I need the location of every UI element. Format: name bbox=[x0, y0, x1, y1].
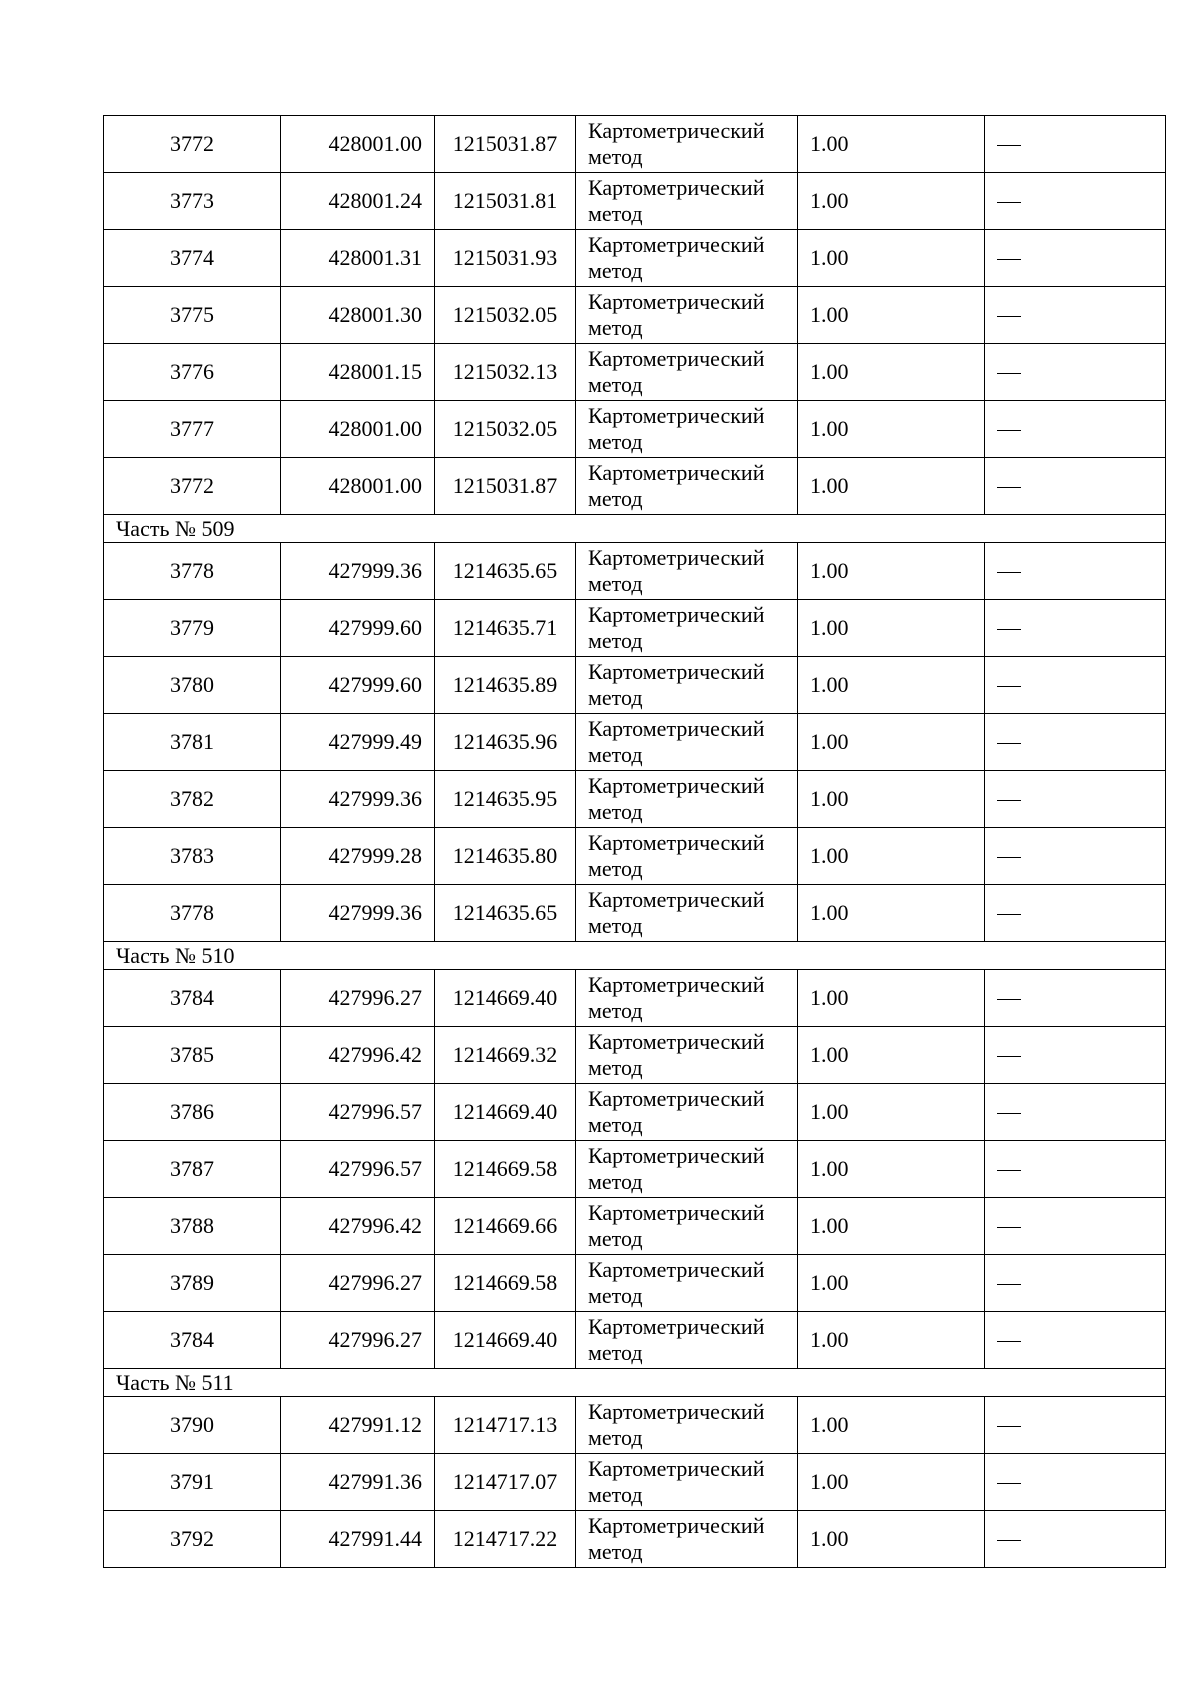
description-cell bbox=[985, 714, 1166, 771]
method-cell: Картометрический метод bbox=[576, 600, 798, 657]
y-coordinate-cell: 1214669.58 bbox=[435, 1141, 576, 1198]
accuracy-cell: 1.00 bbox=[798, 771, 985, 828]
table-row bbox=[104, 116, 1166, 173]
accuracy-cell: 1.00 bbox=[798, 885, 985, 942]
accuracy-cell: 1.00 bbox=[798, 543, 985, 600]
method-cell: Картометрический метод bbox=[576, 173, 798, 230]
method-cell: Картометрический метод bbox=[576, 714, 798, 771]
x-coordinate-cell: 428001.31 bbox=[281, 230, 435, 287]
method-cell: Картометрический метод bbox=[576, 970, 798, 1027]
table-row bbox=[104, 458, 1166, 515]
description-cell bbox=[985, 1084, 1166, 1141]
y-coordinate-cell: 1215031.93 bbox=[435, 230, 576, 287]
method-cell: Картометрический метод bbox=[576, 1454, 798, 1511]
em-dash-mark bbox=[997, 1113, 1021, 1114]
point-number-cell: 3791 bbox=[104, 1454, 281, 1511]
y-coordinate-cell: 1214669.40 bbox=[435, 1084, 576, 1141]
point-number-cell: 3772 bbox=[104, 116, 281, 173]
accuracy-cell: 1.00 bbox=[798, 116, 985, 173]
accuracy-cell: 1.00 bbox=[798, 600, 985, 657]
point-number-cell: 3789 bbox=[104, 1255, 281, 1312]
point-number-cell: 3784 bbox=[104, 1312, 281, 1369]
y-coordinate-cell: 1214635.96 bbox=[435, 714, 576, 771]
description-cell bbox=[985, 1312, 1166, 1369]
x-coordinate-cell: 427999.36 bbox=[281, 885, 435, 942]
accuracy-cell: 1.00 bbox=[798, 458, 985, 515]
description-cell bbox=[985, 401, 1166, 458]
point-number-cell: 3777 bbox=[104, 401, 281, 458]
x-coordinate-cell: 427999.36 bbox=[281, 771, 435, 828]
x-coordinate-cell: 427999.28 bbox=[281, 828, 435, 885]
description-cell bbox=[985, 287, 1166, 344]
accuracy-cell: 1.00 bbox=[798, 970, 985, 1027]
point-number-cell: 3776 bbox=[104, 344, 281, 401]
accuracy-cell: 1.00 bbox=[798, 1397, 985, 1454]
description-cell bbox=[985, 1141, 1166, 1198]
method-cell: Картометрический метод bbox=[576, 344, 798, 401]
method-cell: Картометрический метод bbox=[576, 828, 798, 885]
method-cell: Картометрический метод bbox=[576, 1312, 798, 1369]
table-row bbox=[104, 401, 1166, 458]
accuracy-cell: 1.00 bbox=[798, 287, 985, 344]
point-number-cell: 3790 bbox=[104, 1397, 281, 1454]
x-coordinate-cell: 428001.00 bbox=[281, 116, 435, 173]
x-coordinate-cell: 427991.44 bbox=[281, 1511, 435, 1568]
table-row bbox=[104, 287, 1166, 344]
em-dash-mark bbox=[997, 857, 1021, 858]
em-dash-mark bbox=[997, 914, 1021, 915]
em-dash-mark bbox=[997, 686, 1021, 687]
point-number-cell: 3785 bbox=[104, 1027, 281, 1084]
y-coordinate-cell: 1215031.81 bbox=[435, 173, 576, 230]
description-cell bbox=[985, 885, 1166, 942]
accuracy-cell: 1.00 bbox=[798, 714, 985, 771]
section-header-row bbox=[104, 515, 1166, 543]
method-cell: Картометрический метод bbox=[576, 1141, 798, 1198]
table-row bbox=[104, 885, 1166, 942]
table-body bbox=[104, 116, 1166, 1568]
table-row bbox=[104, 344, 1166, 401]
em-dash-mark bbox=[997, 1540, 1021, 1541]
accuracy-cell: 1.00 bbox=[798, 1255, 985, 1312]
description-cell bbox=[985, 970, 1166, 1027]
description-cell bbox=[985, 173, 1166, 230]
accuracy-cell: 1.00 bbox=[798, 1198, 985, 1255]
table-row bbox=[104, 1511, 1166, 1568]
point-number-cell: 3778 bbox=[104, 543, 281, 600]
accuracy-cell: 1.00 bbox=[798, 1027, 985, 1084]
description-cell bbox=[985, 771, 1166, 828]
y-coordinate-cell: 1214635.80 bbox=[435, 828, 576, 885]
em-dash-mark bbox=[997, 1227, 1021, 1228]
method-cell: Картометрический метод bbox=[576, 230, 798, 287]
x-coordinate-cell: 427996.27 bbox=[281, 1255, 435, 1312]
em-dash-mark bbox=[997, 1056, 1021, 1057]
em-dash-mark bbox=[997, 202, 1021, 203]
y-coordinate-cell: 1214717.22 bbox=[435, 1511, 576, 1568]
description-cell bbox=[985, 1027, 1166, 1084]
point-number-cell: 3778 bbox=[104, 885, 281, 942]
method-cell: Картометрический метод bbox=[576, 1255, 798, 1312]
point-number-cell: 3787 bbox=[104, 1141, 281, 1198]
em-dash-mark bbox=[997, 1426, 1021, 1427]
method-cell: Картометрический метод bbox=[576, 401, 798, 458]
accuracy-cell: 1.00 bbox=[798, 1454, 985, 1511]
x-coordinate-cell: 428001.00 bbox=[281, 401, 435, 458]
method-cell: Картометрический метод bbox=[576, 1511, 798, 1568]
accuracy-cell: 1.00 bbox=[798, 657, 985, 714]
x-coordinate-cell: 427999.60 bbox=[281, 600, 435, 657]
em-dash-mark bbox=[997, 145, 1021, 146]
y-coordinate-cell: 1214669.32 bbox=[435, 1027, 576, 1084]
point-number-cell: 3779 bbox=[104, 600, 281, 657]
x-coordinate-cell: 427999.49 bbox=[281, 714, 435, 771]
x-coordinate-cell: 427999.60 bbox=[281, 657, 435, 714]
accuracy-cell: 1.00 bbox=[798, 828, 985, 885]
table-row bbox=[104, 173, 1166, 230]
em-dash-mark bbox=[997, 316, 1021, 317]
y-coordinate-cell: 1215031.87 bbox=[435, 458, 576, 515]
table-row bbox=[104, 1141, 1166, 1198]
point-number-cell: 3772 bbox=[104, 458, 281, 515]
description-cell bbox=[985, 458, 1166, 515]
em-dash-mark bbox=[997, 487, 1021, 488]
y-coordinate-cell: 1214635.89 bbox=[435, 657, 576, 714]
em-dash-mark bbox=[997, 743, 1021, 744]
point-number-cell: 3788 bbox=[104, 1198, 281, 1255]
em-dash-mark bbox=[997, 373, 1021, 374]
x-coordinate-cell: 427996.42 bbox=[281, 1027, 435, 1084]
x-coordinate-cell: 428001.15 bbox=[281, 344, 435, 401]
y-coordinate-cell: 1214669.40 bbox=[435, 1312, 576, 1369]
accuracy-cell: 1.00 bbox=[798, 1312, 985, 1369]
x-coordinate-cell: 427996.42 bbox=[281, 1198, 435, 1255]
description-cell bbox=[985, 230, 1166, 287]
em-dash-mark bbox=[997, 1341, 1021, 1342]
table-row bbox=[104, 714, 1166, 771]
table-row bbox=[104, 600, 1166, 657]
point-number-cell: 3784 bbox=[104, 970, 281, 1027]
y-coordinate-cell: 1214669.40 bbox=[435, 970, 576, 1027]
accuracy-cell: 1.00 bbox=[798, 401, 985, 458]
table-row bbox=[104, 543, 1166, 600]
x-coordinate-cell: 427991.36 bbox=[281, 1454, 435, 1511]
section-label: Часть № 511 bbox=[104, 1369, 1166, 1397]
em-dash-mark bbox=[997, 1483, 1021, 1484]
table-row bbox=[104, 1255, 1166, 1312]
em-dash-mark bbox=[997, 999, 1021, 1000]
x-coordinate-cell: 428001.00 bbox=[281, 458, 435, 515]
table-row bbox=[104, 771, 1166, 828]
x-coordinate-cell: 427999.36 bbox=[281, 543, 435, 600]
section-header-row bbox=[104, 942, 1166, 970]
point-number-cell: 3773 bbox=[104, 173, 281, 230]
description-cell bbox=[985, 657, 1166, 714]
table-row bbox=[104, 828, 1166, 885]
table-row bbox=[104, 230, 1166, 287]
method-cell: Картометрический метод bbox=[576, 116, 798, 173]
method-cell: Картометрический метод bbox=[576, 771, 798, 828]
section-header-row bbox=[104, 1369, 1166, 1397]
description-cell bbox=[985, 1511, 1166, 1568]
em-dash-mark bbox=[997, 259, 1021, 260]
description-cell bbox=[985, 1397, 1166, 1454]
accuracy-cell: 1.00 bbox=[798, 1084, 985, 1141]
y-coordinate-cell: 1214635.95 bbox=[435, 771, 576, 828]
x-coordinate-cell: 427996.57 bbox=[281, 1141, 435, 1198]
description-cell bbox=[985, 1255, 1166, 1312]
method-cell: Картометрический метод bbox=[576, 458, 798, 515]
x-coordinate-cell: 428001.24 bbox=[281, 173, 435, 230]
description-cell bbox=[985, 600, 1166, 657]
y-coordinate-cell: 1214717.07 bbox=[435, 1454, 576, 1511]
em-dash-mark bbox=[997, 629, 1021, 630]
accuracy-cell: 1.00 bbox=[798, 173, 985, 230]
point-number-cell: 3782 bbox=[104, 771, 281, 828]
description-cell bbox=[985, 1198, 1166, 1255]
description-cell bbox=[985, 1454, 1166, 1511]
em-dash-mark bbox=[997, 572, 1021, 573]
method-cell: Картометрический метод bbox=[576, 657, 798, 714]
em-dash-mark bbox=[997, 800, 1021, 801]
table-row bbox=[104, 1027, 1166, 1084]
y-coordinate-cell: 1215032.05 bbox=[435, 287, 576, 344]
table-row bbox=[104, 970, 1166, 1027]
point-number-cell: 3786 bbox=[104, 1084, 281, 1141]
table-row bbox=[104, 1397, 1166, 1454]
table-row bbox=[104, 1454, 1166, 1511]
table-row bbox=[104, 1312, 1166, 1369]
y-coordinate-cell: 1214669.58 bbox=[435, 1255, 576, 1312]
table-row bbox=[104, 1198, 1166, 1255]
section-label: Часть № 509 bbox=[104, 515, 1166, 543]
y-coordinate-cell: 1214635.65 bbox=[435, 543, 576, 600]
method-cell: Картометрический метод bbox=[576, 1397, 798, 1454]
method-cell: Картометрический метод bbox=[576, 1084, 798, 1141]
description-cell bbox=[985, 543, 1166, 600]
method-cell: Картометрический метод bbox=[576, 1198, 798, 1255]
y-coordinate-cell: 1214669.66 bbox=[435, 1198, 576, 1255]
y-coordinate-cell: 1215032.13 bbox=[435, 344, 576, 401]
accuracy-cell: 1.00 bbox=[798, 344, 985, 401]
coordinates-table bbox=[103, 115, 1166, 1568]
point-number-cell: 3792 bbox=[104, 1511, 281, 1568]
y-coordinate-cell: 1215031.87 bbox=[435, 116, 576, 173]
method-cell: Картометрический метод bbox=[576, 543, 798, 600]
em-dash-mark bbox=[997, 1284, 1021, 1285]
x-coordinate-cell: 427996.57 bbox=[281, 1084, 435, 1141]
x-coordinate-cell: 428001.30 bbox=[281, 287, 435, 344]
table-row bbox=[104, 1084, 1166, 1141]
accuracy-cell: 1.00 bbox=[798, 230, 985, 287]
x-coordinate-cell: 427996.27 bbox=[281, 1312, 435, 1369]
y-coordinate-cell: 1215032.05 bbox=[435, 401, 576, 458]
method-cell: Картометрический метод bbox=[576, 885, 798, 942]
description-cell bbox=[985, 344, 1166, 401]
em-dash-mark bbox=[997, 1170, 1021, 1171]
x-coordinate-cell: 427991.12 bbox=[281, 1397, 435, 1454]
method-cell: Картометрический метод bbox=[576, 287, 798, 344]
accuracy-cell: 1.00 bbox=[798, 1511, 985, 1568]
section-label: Часть № 510 bbox=[104, 942, 1166, 970]
point-number-cell: 3783 bbox=[104, 828, 281, 885]
y-coordinate-cell: 1214635.71 bbox=[435, 600, 576, 657]
point-number-cell: 3774 bbox=[104, 230, 281, 287]
table-row bbox=[104, 657, 1166, 714]
description-cell bbox=[985, 828, 1166, 885]
point-number-cell: 3781 bbox=[104, 714, 281, 771]
em-dash-mark bbox=[997, 430, 1021, 431]
point-number-cell: 3780 bbox=[104, 657, 281, 714]
method-cell: Картометрический метод bbox=[576, 1027, 798, 1084]
y-coordinate-cell: 1214635.65 bbox=[435, 885, 576, 942]
point-number-cell: 3775 bbox=[104, 287, 281, 344]
accuracy-cell: 1.00 bbox=[798, 1141, 985, 1198]
y-coordinate-cell: 1214717.13 bbox=[435, 1397, 576, 1454]
description-cell bbox=[985, 116, 1166, 173]
x-coordinate-cell: 427996.27 bbox=[281, 970, 435, 1027]
